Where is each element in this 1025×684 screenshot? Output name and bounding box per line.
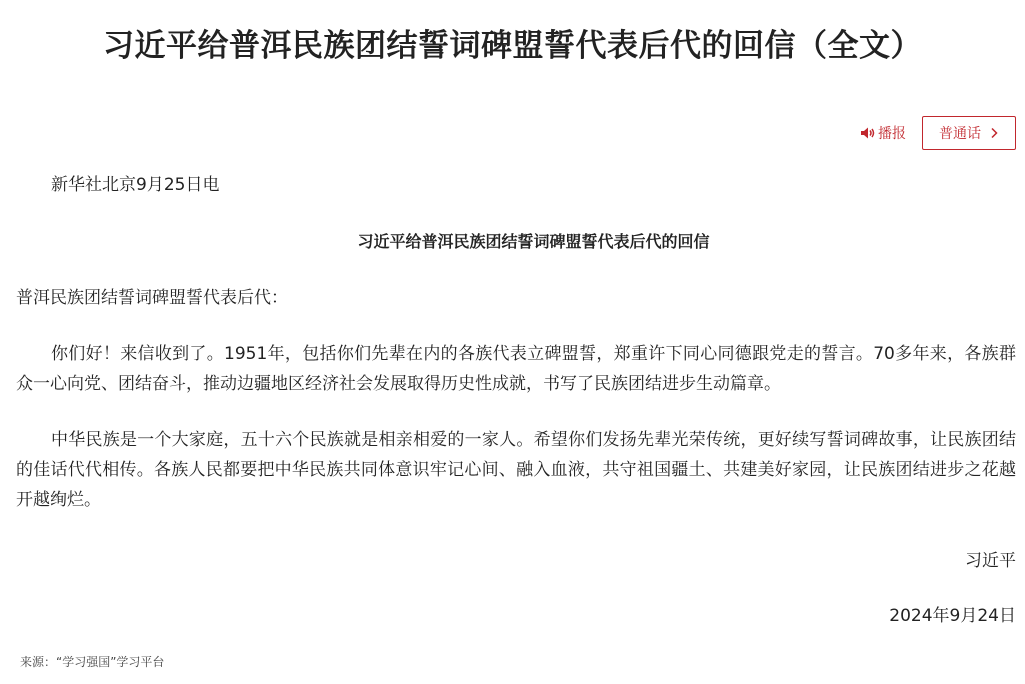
chevron-right-icon [989, 127, 999, 139]
letter-signer: 习近平 [965, 551, 1016, 571]
letter-heading: 习近平给普洱民族团结誓词碑盟誓代表后代的回信 [357, 232, 710, 251]
article-source: 来源：“学习强国”学习平台 [20, 655, 165, 669]
letter-salutation: 普洱民族团结誓词碑盟誓代表后代： [16, 288, 288, 308]
audio-toolbar [860, 116, 1016, 150]
play-audio-button[interactable] [860, 123, 906, 143]
dateline: 新华社北京9月25日电 [51, 175, 220, 195]
play-audio-label: 播报 [878, 126, 906, 142]
page-title: 习近平给普洱民族团结誓词碑盟誓代表后代的回信（全文） [103, 28, 922, 64]
voice-select-label: 普通话 [939, 126, 981, 142]
letter-date: 2024年9月24日 [889, 606, 1016, 626]
letter-paragraph: 你们好！来信收到了。1951年，包括你们先辈在内的各族代表立碑盟誓，郑重许下同心同德跟党走的誓言。70多年来，各族群众一心向党、团结奋斗，推动边疆地区经济社会发展取得历史性成就，书写了民族团结进步生动篇章。 [16, 344, 1016, 394]
speaker-icon [860, 126, 876, 140]
voice-select-button[interactable] [922, 116, 1016, 150]
letter-paragraph: 中华民族是一个大家庭，五十六个民族就是相亲相爱的一家人。希望你们发扬先辈光荣传统，更好续写誓词碑故事，让民族团结的佳话代代相传。各族人民都要把中华民族共同体意识牢记心间、融入血液，共守祖国疆土、共建美好家园，让民族团结进步之花越开越绚烂。 [16, 430, 1016, 510]
